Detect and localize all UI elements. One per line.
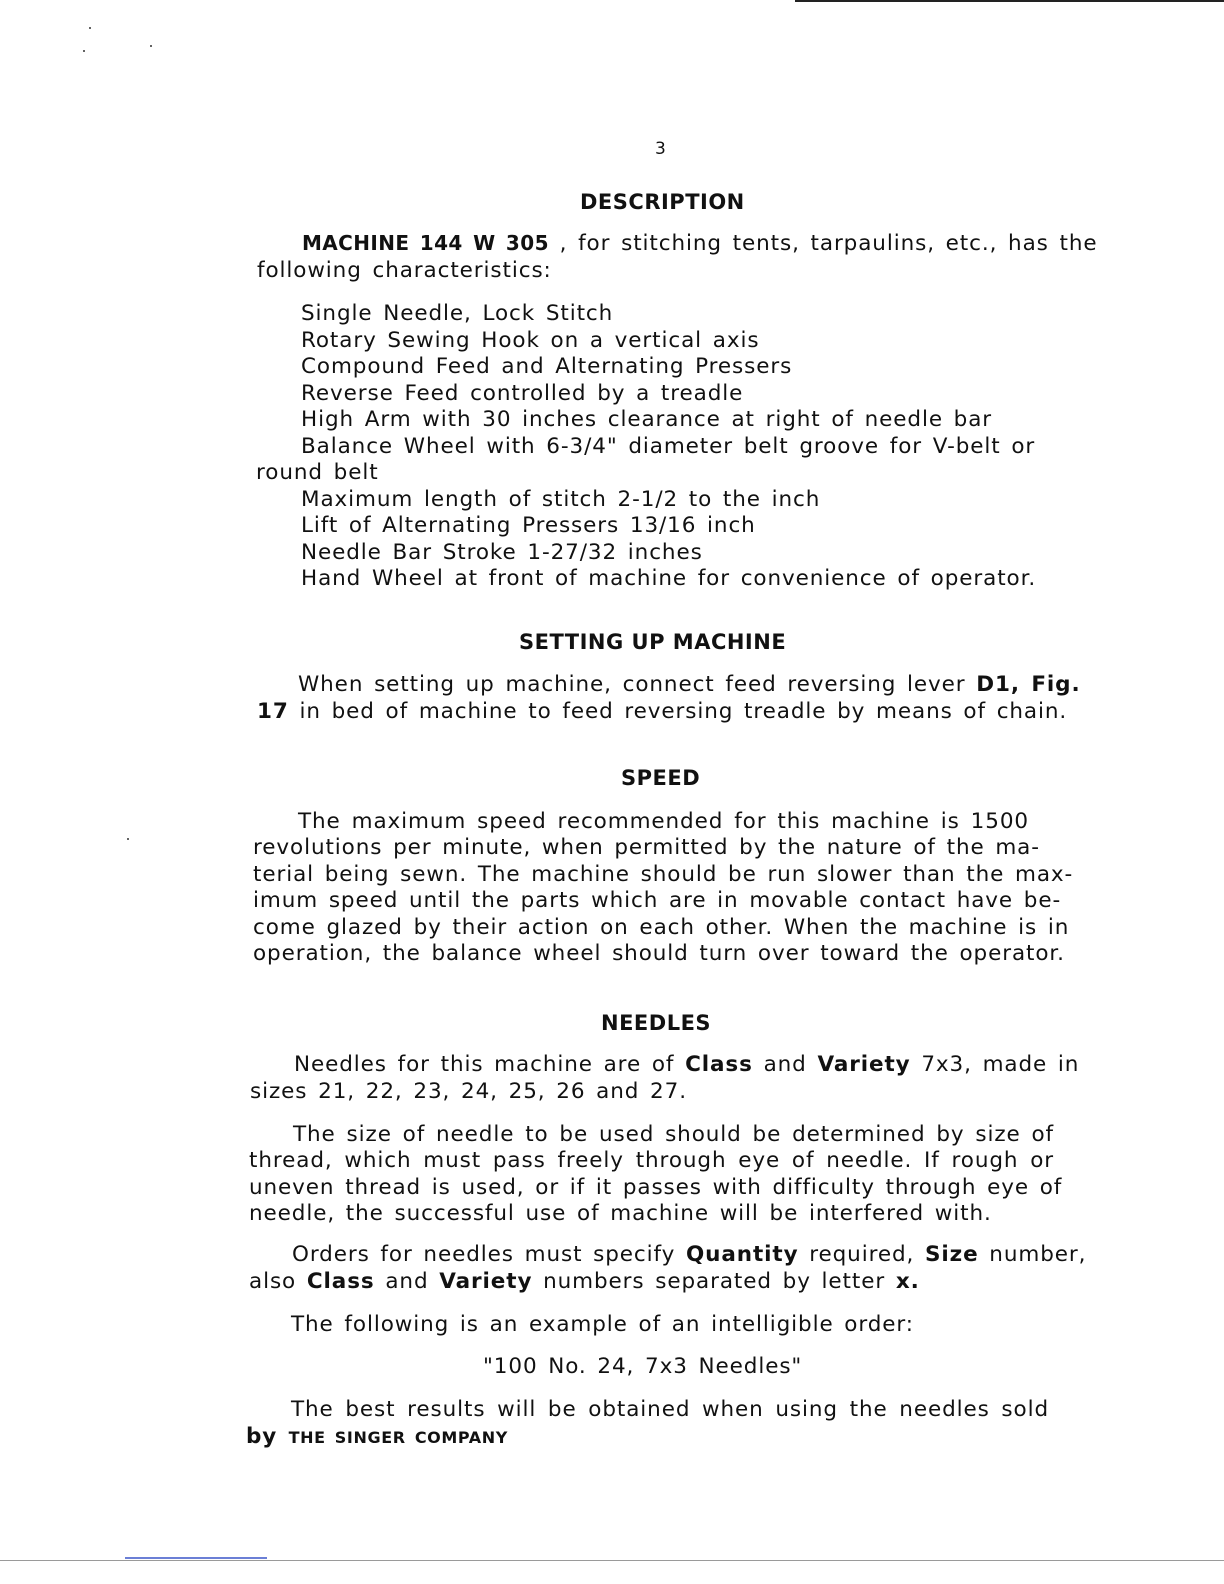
speed-line: revolutions per minute, when permitted by the nature of the ma-	[253, 835, 1040, 860]
needles-paragraph-2-line: The size of needle to be used should be determined by size of	[293, 1122, 1054, 1147]
section-heading-setting-up: SETTING UP MACHINE	[519, 630, 787, 654]
setting-up-line-2	[257, 698, 1067, 725]
speed-line: imum speed until the parts which are in movable contact have be-	[253, 888, 1062, 913]
top-edge-rule	[795, 0, 1224, 2]
characteristic-item-continued: round belt	[256, 460, 379, 485]
speed-line: The maximum speed recommended for this machine is 1500	[298, 809, 1029, 834]
scan-speck	[89, 27, 91, 29]
characteristic-item: Single Needle, Lock Stitch	[301, 301, 614, 326]
class-term: Class	[306, 1269, 375, 1294]
size-term: Size	[925, 1242, 979, 1267]
order-example: "100 No. 24, 7x3 Needles"	[483, 1354, 803, 1379]
class-term: Class	[685, 1052, 753, 1077]
needles-paragraph-2-line: needle, the successful use of machine will be interfered with.	[249, 1201, 992, 1226]
speed-line: operation, the balance wheel should turn over toward the operator.	[253, 941, 1065, 966]
quantity-term: Quantity	[685, 1242, 799, 1267]
needles-paragraph-2-line: uneven thread is used, or if it passes with difficulty through eye of	[249, 1175, 1063, 1200]
description-intro-line-2: following characteristics:	[257, 258, 552, 283]
scan-edge-mark	[125, 1557, 267, 1559]
needles-text: number,	[978, 1242, 1087, 1267]
scan-speck	[127, 838, 129, 840]
machine-model: MACHINE 144 W 305	[302, 231, 549, 255]
needles-paragraph-5-line-2	[246, 1423, 508, 1451]
setting-up-line	[298, 671, 1081, 698]
needles-paragraph-2-line: thread, which must pass freely through eye of needle. If rough or	[249, 1148, 1054, 1173]
needles-paragraph-4: The following is an example of an intelligible order:	[291, 1312, 914, 1337]
characteristic-item: Balance Wheel with 6-3/4" diameter belt groove for V-belt or	[301, 434, 1036, 459]
needles-text: Needles for this machine are of	[294, 1052, 686, 1077]
section-heading-description: DESCRIPTION	[580, 190, 745, 214]
needles-text: and	[374, 1269, 440, 1294]
characteristic-item: Hand Wheel at front of machine for convenience of operator.	[301, 566, 1037, 591]
needles-text: by	[246, 1424, 289, 1449]
description-intro-line	[302, 230, 1097, 257]
characteristic-item: Lift of Alternating Pressers 13/16 inch	[301, 513, 756, 538]
needles-paragraph-3-line-2	[249, 1268, 920, 1295]
characteristic-item: Needle Bar Stroke 1-27/32 inches	[301, 540, 703, 565]
figure-reference: D1, Fig.	[976, 672, 1081, 697]
setting-up-text: When setting up machine, connect feed reversing lever	[298, 672, 977, 697]
setting-up-text: in bed of machine to feed reversing treadle by means of chain.	[288, 699, 1068, 724]
needles-text: Orders for needles must specify	[292, 1242, 686, 1267]
needles-text: also	[249, 1269, 307, 1294]
needles-paragraph-3-line	[292, 1241, 1087, 1268]
page-number: 3	[655, 139, 666, 159]
speed-line: come glazed by their action on each other. When the machine is in	[253, 915, 1070, 940]
characteristic-item: High Arm with 30 inches clearance at right of needle bar	[301, 407, 993, 432]
scan-speck	[83, 50, 85, 52]
characteristic-item: Rotary Sewing Hook on a vertical axis	[301, 328, 760, 353]
figure-number: 17	[257, 699, 289, 724]
variety-term: Variety	[439, 1269, 533, 1294]
needles-text: numbers separated by letter	[532, 1269, 896, 1294]
characteristic-item: Reverse Feed controlled by a treadle	[301, 381, 744, 406]
needles-paragraph-1-line-2: sizes 21, 22, 23, 24, 25, 26 and 27.	[250, 1079, 687, 1104]
intro-text: , for stitching tents, tarpaulins, etc., has the	[548, 231, 1098, 256]
bottom-edge-rule	[0, 1560, 1224, 1561]
characteristic-item: Compound Feed and Alternating Pressers	[301, 354, 793, 379]
letter-x: x.	[895, 1269, 920, 1294]
needles-text: and	[752, 1052, 818, 1077]
needles-paragraph-5-line: The best results will be obtained when using the needles sold	[291, 1397, 1049, 1422]
needles-text: 7x3, made in	[910, 1052, 1080, 1077]
section-heading-needles: NEEDLES	[601, 1011, 712, 1035]
needles-paragraph-1-line	[294, 1051, 1080, 1078]
scan-speck	[150, 45, 152, 47]
needles-text: required,	[798, 1242, 925, 1267]
company-name: THE SINGER COMPANY	[288, 1428, 508, 1447]
section-heading-speed: SPEED	[621, 766, 701, 790]
variety-term: Variety	[817, 1052, 911, 1077]
characteristic-item: Maximum length of stitch 2-1/2 to the inch	[301, 487, 821, 512]
speed-line: terial being sewn. The machine should be run slower than the max-	[253, 862, 1074, 887]
